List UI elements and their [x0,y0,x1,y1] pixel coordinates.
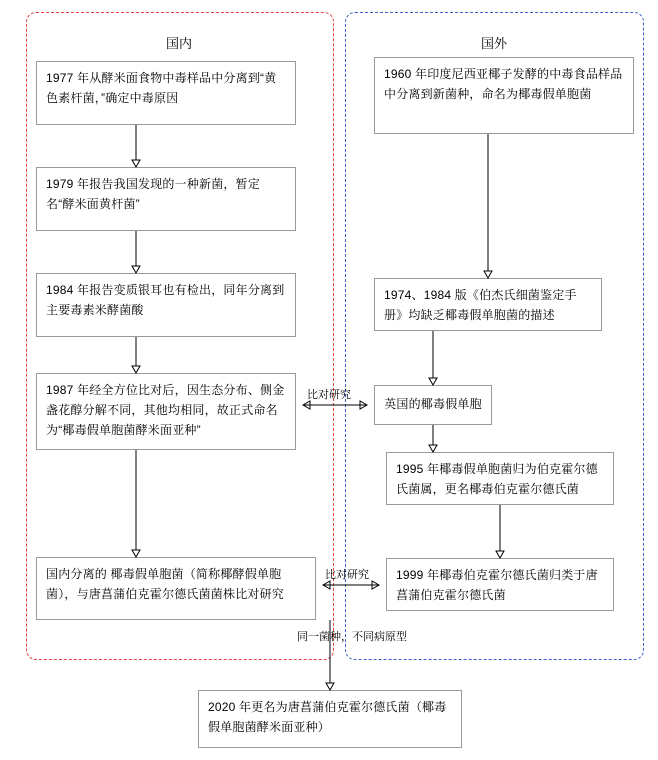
box-domestic-1977: 1977 年从酵米面食物中毒样品中分离到“黄色素杆菌，”确定中毒原因 [36,61,296,125]
box-foreign-1999: 1999 年椰毒伯克霍尔德氏菌归类于唐菖蒲伯克霍尔德氏菌 [386,558,614,611]
box-final-2020: 2020 年更名为唐菖蒲伯克霍尔德氏菌（椰毒假单胞菌酵米面亚种） [198,690,462,748]
edge-label-compare-2: 比对研究 [325,569,369,581]
box-foreign-1995: 1995 年椰毒假单胞菌归为伯克霍尔德氏菌属，更名椰毒伯克霍尔德氏菌 [386,452,614,505]
box-foreign-uk-strain: 英国的椰毒假单胞 [374,385,492,425]
edge-label-same-species: 同一菌种，不同病原型 [297,631,407,643]
region-foreign-title: 国外 [480,36,507,51]
box-domestic-1984: 1984 年报告变质银耳也有检出，同年分离到主要毒素米酵菌酸 [36,273,296,337]
edge-label-compare-1: 比对研究 [307,389,351,401]
region-domestic-title: 国内 [165,36,192,51]
box-domestic-1987: 1987 年经全方位比对后，因生态分布、侧金盏花醇分解不同，其他均相同，故正式命名为“椰毒假单胞菌酵米面亚种” [36,373,296,450]
box-foreign-manual: 1974、1984 版《伯杰氏细菌鉴定手册》均缺乏椰毒假单胞菌的描述 [374,278,602,331]
box-domestic-compare: 国内分离的 椰毒假单胞菌（简称椰酵假单胞菌），与唐菖蒲伯克霍尔德氏菌菌株比对研究 [36,557,316,620]
box-foreign-1960: 1960 年印度尼西亚椰子发酵的中毒食品样品中分离到新菌种，命名为椰毒假单胞菌 [374,57,634,134]
box-domestic-1979: 1979 年报告我国发现的一种新菌，暂定名“酵米面黄杆菌” [36,167,296,231]
